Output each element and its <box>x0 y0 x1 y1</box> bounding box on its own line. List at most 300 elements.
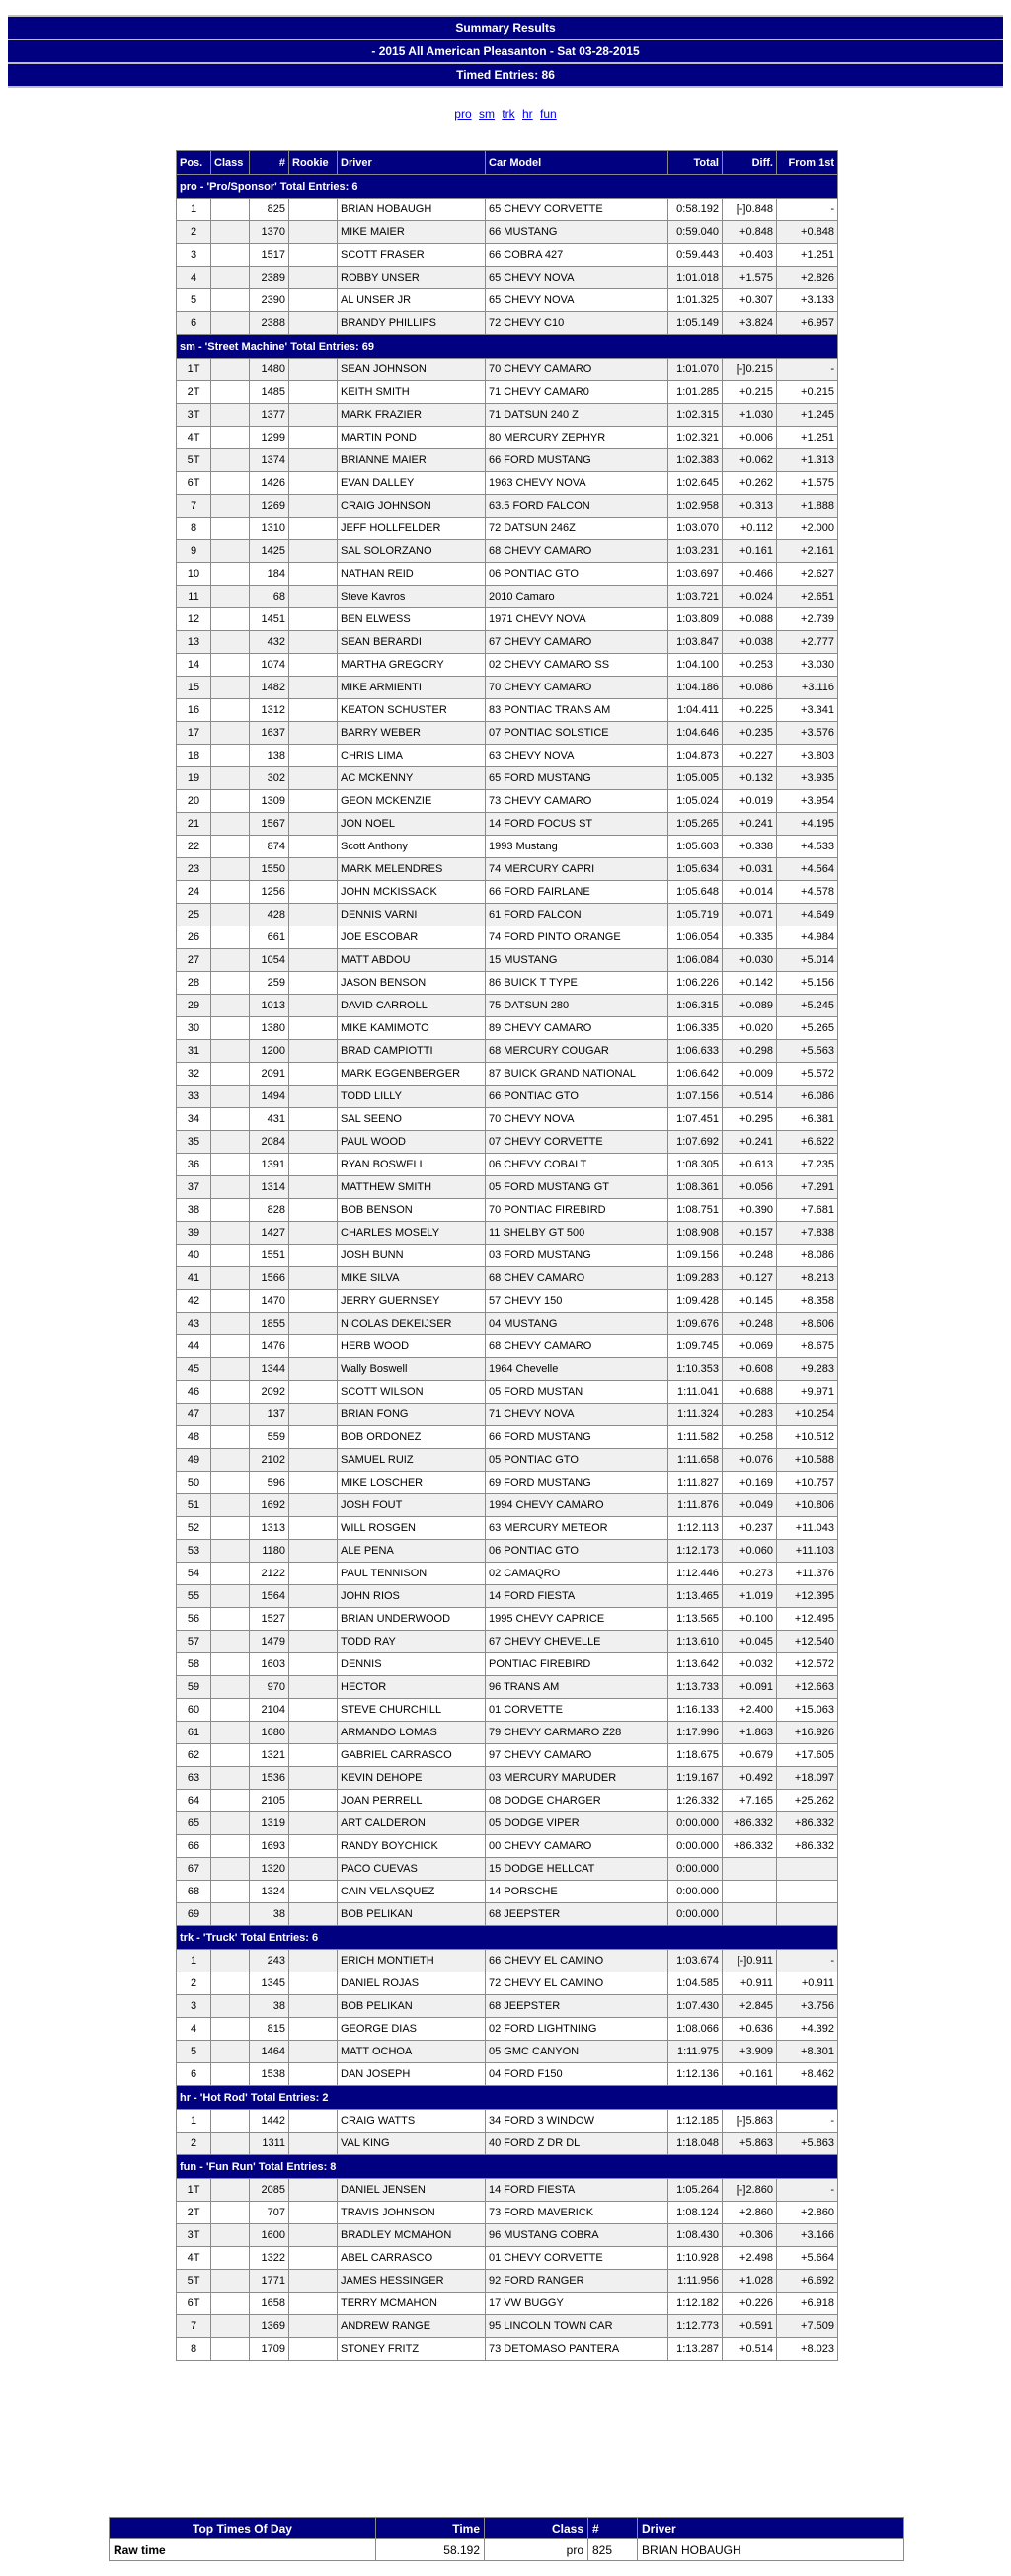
car-model-cell: 1994 CHEVY CAMARO <box>486 1494 668 1517</box>
diff-cell: +0.466 <box>723 563 777 586</box>
table-row <box>177 1131 838 1154</box>
table-row <box>177 1426 838 1449</box>
nav-link-pro[interactable]: pro <box>454 107 472 121</box>
rookie-cell <box>289 813 338 836</box>
from-first-cell: - <box>777 2110 838 2133</box>
table-row <box>177 1245 838 1267</box>
class-cell <box>211 1358 250 1381</box>
class-cell <box>211 1950 250 1972</box>
number-cell: 1013 <box>250 995 289 1017</box>
class-cell <box>211 267 250 289</box>
driver-cell: MARK MELENDRES <box>338 858 486 881</box>
section-title: hr - 'Hot Rod' Total Entries: 2 <box>177 2086 838 2110</box>
total-cell: 1:05.719 <box>668 904 723 926</box>
rookie-cell <box>289 495 338 518</box>
number-cell: 1658 <box>250 2293 289 2315</box>
rookie-cell <box>289 1790 338 1812</box>
number-cell: 1538 <box>250 2063 289 2086</box>
total-cell: 1:12.185 <box>668 2110 723 2133</box>
pos-cell: 21 <box>177 813 211 836</box>
driver-cell: BRIAN UNDERWOOD <box>338 1608 486 1631</box>
total-cell: 1:01.070 <box>668 359 723 381</box>
number-cell: 2388 <box>250 312 289 335</box>
driver-cell: HERB WOOD <box>338 1335 486 1358</box>
total-cell: 0:00.000 <box>668 1858 723 1881</box>
total-cell: 1:02.383 <box>668 449 723 472</box>
rookie-cell <box>289 1335 338 1358</box>
results-header-row <box>177 151 838 175</box>
diff-cell: +0.911 <box>723 1972 777 1995</box>
number-cell: 1426 <box>250 472 289 495</box>
rookie-cell <box>289 1131 338 1154</box>
number-cell: 1427 <box>250 1222 289 1245</box>
class-cell <box>211 2293 250 2315</box>
driver-cell: JOSH BUNN <box>338 1245 486 1267</box>
diff-cell: +0.248 <box>723 1245 777 1267</box>
car-model-cell: 06 PONTIAC GTO <box>486 1540 668 1563</box>
car-model-cell: 04 MUSTANG <box>486 1313 668 1335</box>
car-model-cell: 1964 Chevelle <box>486 1358 668 1381</box>
results-table <box>176 150 838 2361</box>
nav-link-trk[interactable]: trk <box>502 107 515 121</box>
diff-cell <box>723 1858 777 1881</box>
pos-cell: 52 <box>177 1517 211 1540</box>
car-model-cell: 83 PONTIAC TRANS AM <box>486 699 668 722</box>
driver-cell: ALE PENA <box>338 1540 486 1563</box>
diff-cell: +0.688 <box>723 1381 777 1404</box>
driver-cell: GEORGE DIAS <box>338 2018 486 2041</box>
driver-cell: STONEY FRITZ <box>338 2338 486 2361</box>
driver-cell: SAMUEL RUIZ <box>338 1449 486 1472</box>
rookie-cell <box>289 427 338 449</box>
driver-cell: STEVE CHURCHILL <box>338 1699 486 1722</box>
driver-cell: SEAN JOHNSON <box>338 359 486 381</box>
class-cell <box>211 449 250 472</box>
rookie-cell <box>289 2202 338 2224</box>
rookie-cell <box>289 2018 338 2041</box>
pos-cell: 46 <box>177 1381 211 1404</box>
table-row <box>177 312 838 335</box>
table-row <box>177 1040 838 1063</box>
driver-cell: MIKE KAMIMOTO <box>338 1017 486 1040</box>
driver-cell: BRIANNE MAIER <box>338 449 486 472</box>
diff-cell: +0.071 <box>723 904 777 926</box>
table-row <box>177 2315 838 2338</box>
number-cell: 38 <box>250 1995 289 2018</box>
top-time-number: 825 <box>588 2539 638 2561</box>
class-cell <box>211 2179 250 2202</box>
driver-cell: MIKE ARMIENTI <box>338 677 486 699</box>
class-cell <box>211 359 250 381</box>
car-model-cell: 75 DATSUN 280 <box>486 995 668 1017</box>
rookie-cell <box>289 1881 338 1903</box>
diff-cell <box>723 1903 777 1926</box>
driver-cell: AC MCKENNY <box>338 767 486 790</box>
car-model-cell: 68 CHEV CAMARO <box>486 1267 668 1290</box>
section-title: trk - 'Truck' Total Entries: 6 <box>177 1926 838 1950</box>
table-row <box>177 1449 838 1472</box>
pos-cell: 61 <box>177 1722 211 1744</box>
table-row <box>177 2179 838 2202</box>
class-cell <box>211 1108 250 1131</box>
table-row <box>177 1154 838 1176</box>
pos-cell: 64 <box>177 1790 211 1812</box>
number-cell: 1442 <box>250 2110 289 2133</box>
rookie-cell <box>289 1995 338 2018</box>
diff-cell: +2.400 <box>723 1699 777 1722</box>
from-first-cell: +9.971 <box>777 1381 838 1404</box>
number-cell: 1470 <box>250 1290 289 1313</box>
table-row <box>177 1950 838 1972</box>
table-row <box>177 563 838 586</box>
number-cell: 1479 <box>250 1631 289 1653</box>
pos-cell: 7 <box>177 2315 211 2338</box>
diff-cell: +0.226 <box>723 2293 777 2315</box>
from-first-cell: +6.692 <box>777 2270 838 2293</box>
total-cell: 1:11.041 <box>668 1381 723 1404</box>
class-cell <box>211 586 250 608</box>
total-cell: 1:11.956 <box>668 2270 723 2293</box>
pos-cell: 53 <box>177 1540 211 1563</box>
car-model-cell: 66 FORD MUSTANG <box>486 1426 668 1449</box>
diff-cell: +0.062 <box>723 449 777 472</box>
driver-cell: MARK EGGENBERGER <box>338 1063 486 1086</box>
diff-cell: +0.237 <box>723 1517 777 1540</box>
pos-cell: 9 <box>177 540 211 563</box>
diff-cell: +0.227 <box>723 745 777 767</box>
top-times-title: Top Times Of Day <box>110 2518 376 2539</box>
car-model-cell: 05 DODGE VIPER <box>486 1812 668 1835</box>
from-first-cell: - <box>777 2179 838 2202</box>
class-cell <box>211 677 250 699</box>
total-cell: 1:04.186 <box>668 677 723 699</box>
from-first-cell: +4.195 <box>777 813 838 836</box>
number-cell: 2091 <box>250 1063 289 1086</box>
top-time-label: Raw time <box>110 2539 376 2561</box>
total-cell: 1:03.809 <box>668 608 723 631</box>
from-first-cell: +8.086 <box>777 1245 838 1267</box>
pos-cell: 4 <box>177 2018 211 2041</box>
driver-cell: NICOLAS DEKEIJSER <box>338 1313 486 1335</box>
pos-cell: 65 <box>177 1812 211 1835</box>
driver-cell: JOHN RIOS <box>338 1585 486 1608</box>
car-model-cell: 14 FORD FIESTA <box>486 2179 668 2202</box>
from-first-cell: +2.777 <box>777 631 838 654</box>
number-cell: 1567 <box>250 813 289 836</box>
driver-cell: ROBBY UNSER <box>338 267 486 289</box>
car-model-cell: 00 CHEVY CAMARO <box>486 1835 668 1858</box>
total-cell: 1:01.285 <box>668 381 723 404</box>
car-model-cell: 66 FORD FAIRLANE <box>486 881 668 904</box>
from-first-cell: +4.578 <box>777 881 838 904</box>
class-cell <box>211 654 250 677</box>
rookie-cell <box>289 631 338 654</box>
car-model-cell: 01 CHEVY CORVETTE <box>486 2247 668 2270</box>
rookie-cell <box>289 244 338 267</box>
driver-cell: MIKE SILVA <box>338 1267 486 1290</box>
total-cell: 1:08.124 <box>668 2202 723 2224</box>
driver-cell: DAVID CARROLL <box>338 995 486 1017</box>
car-model-cell: 71 DATSUN 240 Z <box>486 404 668 427</box>
from-first-cell: +3.166 <box>777 2224 838 2247</box>
pos-cell: 37 <box>177 1176 211 1199</box>
pos-cell: 2 <box>177 1972 211 1995</box>
car-model-cell: 66 CHEVY EL CAMINO <box>486 1950 668 1972</box>
total-cell: 1:03.847 <box>668 631 723 654</box>
total-cell: 1:10.353 <box>668 1358 723 1381</box>
rookie-cell <box>289 1744 338 1767</box>
section-header <box>177 1926 838 1950</box>
top-time-driver: BRIAN HOBAUGH <box>638 2539 904 2561</box>
car-model-cell: 17 VW BUGGY <box>486 2293 668 2315</box>
diff-cell: [-]0.215 <box>723 359 777 381</box>
col-car-model: Car Model <box>486 151 668 175</box>
table-row <box>177 1563 838 1585</box>
rookie-cell <box>289 949 338 972</box>
from-first-cell <box>777 1881 838 1903</box>
class-cell <box>211 1472 250 1494</box>
diff-cell: +5.863 <box>723 2133 777 2155</box>
table-row <box>177 427 838 449</box>
class-cell <box>211 2338 250 2361</box>
number-cell: 1485 <box>250 381 289 404</box>
from-first-cell: +7.291 <box>777 1176 838 1199</box>
total-cell: 1:08.361 <box>668 1176 723 1199</box>
rookie-cell <box>289 2315 338 2338</box>
top-time-class: pro <box>485 2539 588 2561</box>
class-cell <box>211 2270 250 2293</box>
section-title: pro - 'Pro/Sponsor' Total Entries: 6 <box>177 175 838 199</box>
total-cell: 1:03.697 <box>668 563 723 586</box>
from-first-cell: +10.757 <box>777 1472 838 1494</box>
diff-cell <box>723 1881 777 1903</box>
class-cell <box>211 1063 250 1086</box>
from-first-cell: +7.838 <box>777 1222 838 1245</box>
pos-cell: 24 <box>177 881 211 904</box>
diff-cell: +0.049 <box>723 1494 777 1517</box>
number-cell: 1319 <box>250 1812 289 1835</box>
total-cell: 1:09.745 <box>668 1335 723 1358</box>
driver-cell: JAMES HESSINGER <box>338 2270 486 2293</box>
total-cell: 1:05.265 <box>668 813 723 836</box>
from-first-cell: +0.848 <box>777 221 838 244</box>
number-cell: 243 <box>250 1950 289 1972</box>
number-cell: 707 <box>250 2202 289 2224</box>
diff-cell: +0.636 <box>723 2018 777 2041</box>
driver-cell: ARMANDO LOMAS <box>338 1722 486 1744</box>
pos-cell: 63 <box>177 1767 211 1790</box>
number-cell: 1256 <box>250 881 289 904</box>
from-first-cell: +12.663 <box>777 1676 838 1699</box>
from-first-cell: +11.376 <box>777 1563 838 1585</box>
rookie-cell <box>289 1494 338 1517</box>
table-row <box>177 1313 838 1335</box>
driver-cell: GABRIEL CARRASCO <box>338 1744 486 1767</box>
rookie-cell <box>289 1063 338 1086</box>
pos-cell: 36 <box>177 1154 211 1176</box>
from-first-cell: +8.023 <box>777 2338 838 2361</box>
car-model-cell: 06 PONTIAC GTO <box>486 563 668 586</box>
total-cell: 1:01.018 <box>668 267 723 289</box>
rookie-cell <box>289 518 338 540</box>
car-model-cell: 08 DODGE CHARGER <box>486 1790 668 1812</box>
rookie-cell <box>289 1972 338 1995</box>
diff-cell: +0.060 <box>723 1540 777 1563</box>
car-model-cell: 63 CHEVY NOVA <box>486 745 668 767</box>
results-body <box>177 175 838 2361</box>
nav-link-sm[interactable]: sm <box>478 107 495 121</box>
driver-cell: KEVIN DEHOPE <box>338 1767 486 1790</box>
pos-cell: 47 <box>177 1404 211 1426</box>
rookie-cell <box>289 267 338 289</box>
class-cell <box>211 767 250 790</box>
class-cell <box>211 926 250 949</box>
car-model-cell: 05 FORD MUSTANG GT <box>486 1176 668 1199</box>
rookie-cell <box>289 1517 338 1540</box>
car-model-cell: 68 CHEVY CAMARO <box>486 540 668 563</box>
diff-cell: +0.032 <box>723 1653 777 1676</box>
number-cell: 2092 <box>250 1381 289 1404</box>
car-model-cell: 92 FORD RANGER <box>486 2270 668 2293</box>
diff-cell: +0.335 <box>723 926 777 949</box>
driver-cell: BOB BENSON <box>338 1199 486 1222</box>
class-cell <box>211 2041 250 2063</box>
driver-cell: DENNIS VARNI <box>338 904 486 926</box>
driver-cell: BRANDY PHILLIPS <box>338 312 486 335</box>
driver-cell: MIKE MAIER <box>338 221 486 244</box>
from-first-cell: +0.911 <box>777 1972 838 1995</box>
diff-cell: +1.030 <box>723 404 777 427</box>
rookie-cell <box>289 608 338 631</box>
class-cell <box>211 289 250 312</box>
rookie-cell <box>289 1176 338 1199</box>
rookie-cell <box>289 1540 338 1563</box>
pos-cell: 8 <box>177 518 211 540</box>
rookie-cell <box>289 359 338 381</box>
class-cell <box>211 1222 250 1245</box>
driver-cell: BARRY WEBER <box>338 722 486 745</box>
from-first-cell <box>777 1903 838 1926</box>
pos-cell: 1 <box>177 199 211 221</box>
rookie-cell <box>289 1290 338 1313</box>
table-row <box>177 1812 838 1835</box>
rookie-cell <box>289 2338 338 2361</box>
total-cell: 1:03.231 <box>668 540 723 563</box>
class-cell <box>211 631 250 654</box>
driver-cell: MATTHEW SMITH <box>338 1176 486 1199</box>
number-cell: 661 <box>250 926 289 949</box>
table-row <box>177 1517 838 1540</box>
total-cell: 1:03.070 <box>668 518 723 540</box>
number-cell: 1692 <box>250 1494 289 1517</box>
from-first-cell: +15.063 <box>777 1699 838 1722</box>
diff-cell: +0.009 <box>723 1063 777 1086</box>
pos-cell: 22 <box>177 836 211 858</box>
from-first-cell: +5.245 <box>777 995 838 1017</box>
class-cell <box>211 1040 250 1063</box>
number-cell: 1322 <box>250 2247 289 2270</box>
from-first-cell: +1.251 <box>777 427 838 449</box>
class-cell <box>211 904 250 926</box>
table-row <box>177 404 838 427</box>
nav-link-hr[interactable]: hr <box>522 107 533 121</box>
table-row <box>177 1790 838 1812</box>
total-cell: 1:13.287 <box>668 2338 723 2361</box>
total-cell: 1:16.133 <box>668 1699 723 1722</box>
rookie-cell <box>289 2063 338 2086</box>
diff-cell: +0.514 <box>723 1086 777 1108</box>
section-header <box>177 175 838 199</box>
rookie-cell <box>289 449 338 472</box>
total-cell: 1:06.335 <box>668 1017 723 1040</box>
pos-cell: 1 <box>177 2110 211 2133</box>
table-row <box>177 1267 838 1290</box>
class-cell <box>211 2247 250 2270</box>
pos-cell: 62 <box>177 1744 211 1767</box>
car-model-cell: 05 FORD MUSTAN <box>486 1381 668 1404</box>
from-first-cell: +16.926 <box>777 1722 838 1744</box>
rookie-cell <box>289 904 338 926</box>
diff-cell: +0.248 <box>723 1313 777 1335</box>
table-row <box>177 1835 838 1858</box>
nav-link-fun[interactable]: fun <box>540 107 557 121</box>
number-cell: 1451 <box>250 608 289 631</box>
rookie-cell <box>289 1449 338 1472</box>
driver-cell: Scott Anthony <box>338 836 486 858</box>
class-cell <box>211 813 250 836</box>
driver-cell: BRIAN FONG <box>338 1404 486 1426</box>
from-first-cell: +2.826 <box>777 267 838 289</box>
number-cell: 1550 <box>250 858 289 881</box>
rookie-cell <box>289 1154 338 1176</box>
driver-cell: JOSH FOUT <box>338 1494 486 1517</box>
rookie-cell <box>289 2133 338 2155</box>
number-cell: 1074 <box>250 654 289 677</box>
from-first-cell: +5.863 <box>777 2133 838 2155</box>
pos-cell: 6T <box>177 472 211 495</box>
summary-header <box>8 15 1003 88</box>
table-row <box>177 813 838 836</box>
col-diff: Diff. <box>723 151 777 175</box>
col-from-first: From 1st <box>777 151 838 175</box>
driver-cell: BEN ELWESS <box>338 608 486 631</box>
class-cell <box>211 1199 250 1222</box>
driver-cell: SEAN BERARDI <box>338 631 486 654</box>
class-cell <box>211 699 250 722</box>
table-row <box>177 1017 838 1040</box>
table-row <box>177 221 838 244</box>
table-row <box>177 1108 838 1131</box>
car-model-cell: 11 SHELBY GT 500 <box>486 1222 668 1245</box>
car-model-cell: 65 CHEVY CORVETTE <box>486 199 668 221</box>
from-first-cell: +0.215 <box>777 381 838 404</box>
class-cell <box>211 1812 250 1835</box>
diff-cell: +0.127 <box>723 1267 777 1290</box>
pos-cell: 18 <box>177 745 211 767</box>
rookie-cell <box>289 699 338 722</box>
from-first-cell: +3.756 <box>777 1995 838 2018</box>
pos-cell: 14 <box>177 654 211 677</box>
diff-cell: +0.145 <box>723 1290 777 1313</box>
number-cell: 1377 <box>250 404 289 427</box>
table-row <box>177 881 838 904</box>
from-first-cell: +6.381 <box>777 1108 838 1131</box>
rookie-cell <box>289 790 338 813</box>
driver-cell: NATHAN REID <box>338 563 486 586</box>
driver-cell: JASON BENSON <box>338 972 486 995</box>
number-cell: 302 <box>250 767 289 790</box>
rookie-cell <box>289 1903 338 1926</box>
